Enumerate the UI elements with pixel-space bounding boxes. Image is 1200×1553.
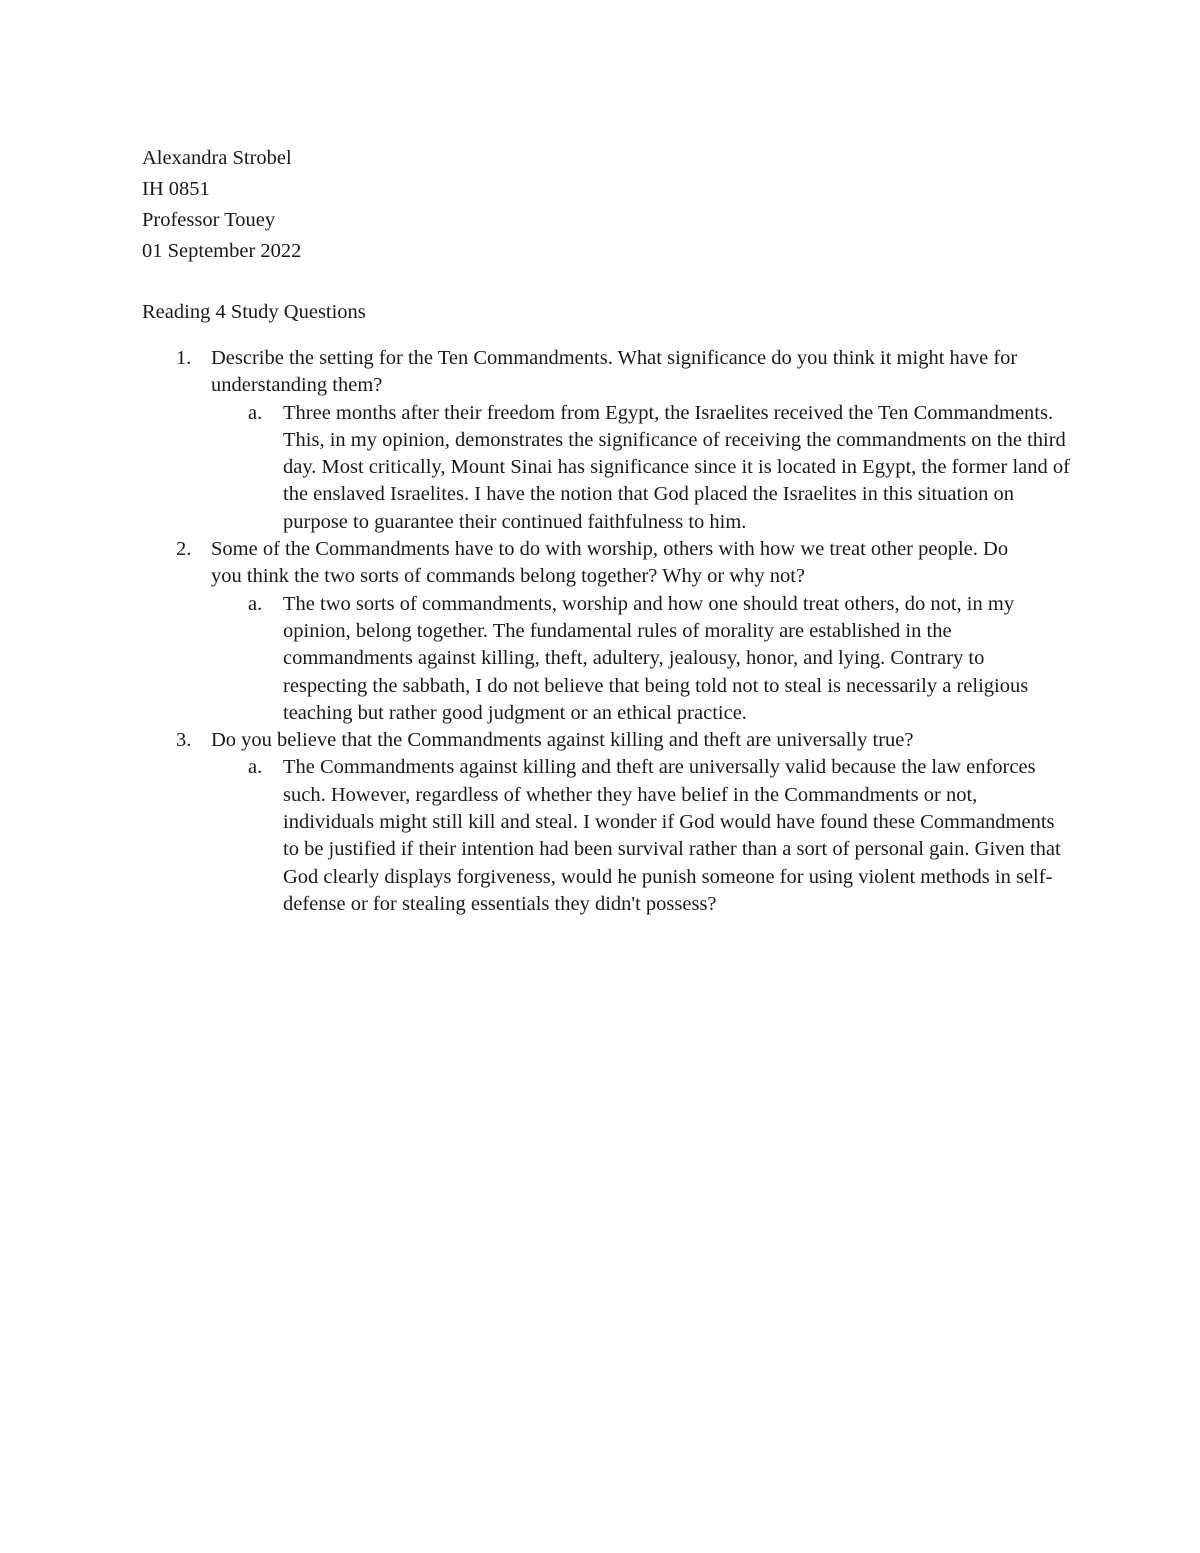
answer-text: The two sorts of commandments, worship and how one should treat others, do not, in my opinion, belong together. The fundamental rules of morality are established in the commandments against killing, theft, adultery, jealousy, honor, and lying. Contrary to respecting the sabbath, I do not believe that being told not to steal is necessarily a religious teaching but rather good judgment or an ethical practice.	[283, 592, 1029, 724]
professor-name: Professor Touey	[142, 209, 276, 231]
answer-letter: a.	[248, 756, 263, 779]
answer-text: Three months after their freedom from Egypt, the Israelites received the Ten Commandments. This, in my opinion, demonstrates the significance of receiving the commandments on the third day. Most critically, Mount Sinai has significance since it is located in Egypt, the former land of the enslaved Israelites. I have the notion that God placed the Israelites in this situation on purpose to guarantee their continued faithfulness to him.	[283, 401, 1070, 533]
question-text: Describe the setting for the Ten Commandments. What significance do you think it might have for understanding them?	[211, 347, 1018, 397]
author-name: Alexandra Strobel	[142, 147, 292, 169]
answer-letter: a.	[248, 401, 263, 424]
question-item	[142, 536, 1072, 727]
document-header	[142, 143, 1062, 267]
question-number: 3.	[176, 729, 192, 752]
question-number: 1.	[176, 347, 192, 369]
question-list	[142, 345, 1072, 918]
question-number: 2.	[176, 538, 192, 561]
answer-text: The Commandments against killing and theft are universally valid because the law enforces such. However, regardless of whether they have belief in the Commandments or not, individuals might still kill and steal. I wonder if God would have found these Commandments to be justified if their intention had been survival rather than a sort of personal gain. Given that God clearly displays forgiveness, would he punish someone for using violent methods in self-defense or for stealing essentials they didn't possess?	[283, 756, 1061, 915]
question-text: Do you believe that the Commandments against killing and theft are universally true?	[211, 729, 914, 752]
document-date: 01 September 2022	[142, 240, 302, 262]
course-code: IH 0851	[142, 178, 210, 200]
answer-item	[211, 754, 1072, 918]
document-title: Reading 4 Study Questions	[142, 301, 366, 323]
answer-letter: a.	[248, 592, 263, 615]
question-item	[142, 345, 1072, 536]
answer-item	[211, 400, 1072, 536]
question-text: Some of the Commandments have to do with worship, others with how we treat other people. Do you think the two sorts of commands belong together? Why or why not?	[211, 538, 1009, 588]
question-item	[142, 727, 1072, 918]
answer-item	[211, 591, 1072, 727]
